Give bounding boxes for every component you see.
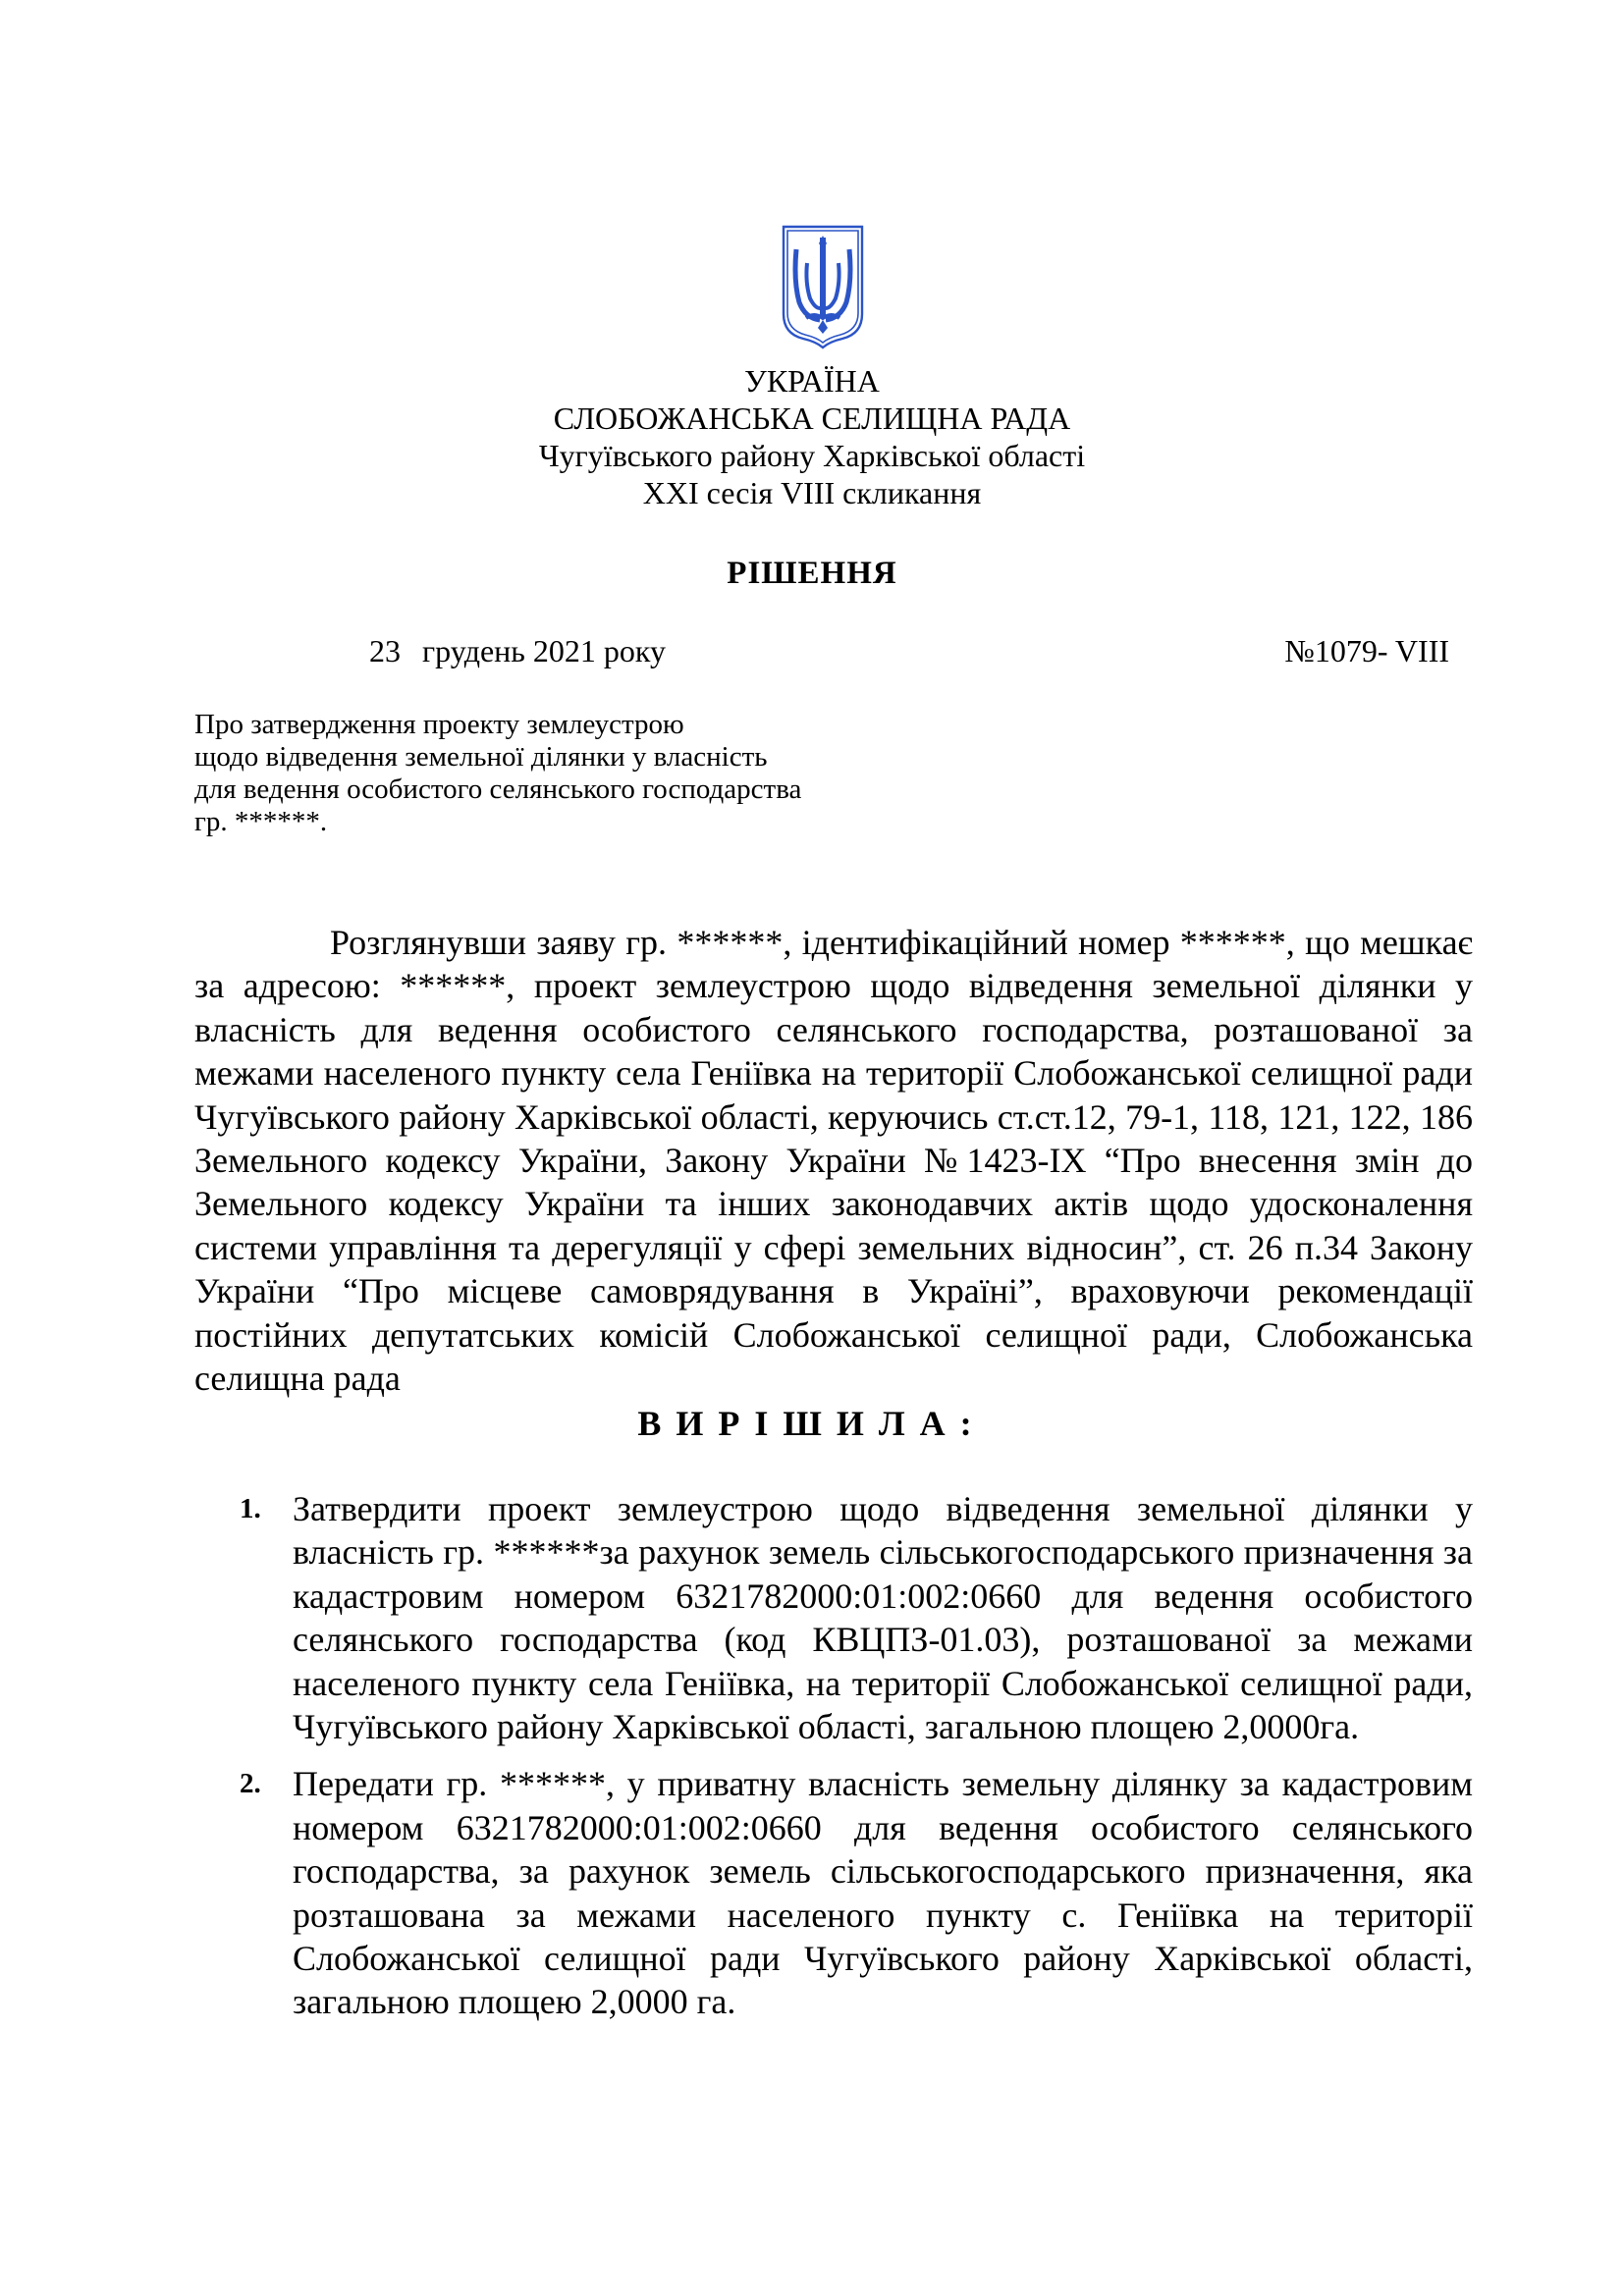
- document-title: РІШЕННЯ: [727, 556, 897, 591]
- decision-item: [240, 1762, 1473, 2023]
- subject-block: [194, 709, 801, 838]
- item-number: 2.: [240, 1768, 261, 1800]
- subject-line: Про затвердження проекту землеустрою: [194, 709, 684, 740]
- subject-line: щодо відведення земельної ділянки у власність: [194, 741, 768, 773]
- item-text: Передати гр. ******, у приватну власність земельну ділянку за кадастровим номером 6321782000:01:002:0660 для ведення особистого селянського господарства, за рахунок земель сільськогосподарського призначення, яка розташована за межами населеного пункту с. Геніївка на території Слобожанської селищної ради Чугуївського району Харківської області, загальною площею 2,0000 га.: [293, 1764, 1473, 2022]
- item-text: Затвердити проект землеустрою щодо відведення земельної ділянки у власність гр. ******за рахунок земель сільськогосподарського призначення за кадастровим номером 6321782000:01:002:0660 для ведення особистого селянського господарства (код КВЦПЗ-01.03), розташованої за межами населеного пункту села Геніївка, на території Слобожанської селищної ради, Чугуївського району Харківської області, загальною площею 2,0000га.: [293, 1489, 1473, 1747]
- session-info: XXI сесія VIII скликання: [642, 475, 982, 510]
- preamble-paragraph: Розглянувши заяву гр. ******, ідентифікаційний номер ******, що мешкає за адресою: ******, проект землеустрою щодо відведення земельної ділянки у власність для ведення особистого селянського господарства, розташованої за межами населеного пункту села Геніївка на території Слобожанської селищної ради Чугуївського району Харківської області, керуючись ст.ст.12, 79-1, 118, 121, 122, 186 Земельного кодексу України, Закону України №1423-IX “Про внесення змін до Земельного кодексу України та інших законодавчих актів щодо удосконалення системи управління та дерегуляції у сфері земельних відносин”, ст. 26 п.34 Закону України “Про місцеве самоврядування в Україні”, враховуючи рекомендації постійних депутатських комісій Слобожанської селищної ради, Слобожанська селищна рада: [194, 923, 1473, 1399]
- decision-number: №1079- VIII: [1284, 633, 1449, 668]
- decision-item: [240, 1487, 1473, 1748]
- council-name: СЛОБОЖАНСЬКА СЕЛИЩНА РАДА: [553, 400, 1071, 436]
- decided-heading: ВИРІШИЛА:: [637, 1404, 987, 1443]
- date-day: 23: [369, 633, 401, 668]
- date-month-year: грудень 2021 року: [422, 633, 666, 668]
- country-heading: УКРАЇНА: [744, 363, 880, 399]
- decision-items: [240, 1487, 1473, 2024]
- item-number: 1.: [240, 1493, 261, 1524]
- subject-line: гр. ******.: [194, 806, 328, 837]
- decision-date: [369, 633, 666, 669]
- coat-of-arms-icon: [781, 224, 865, 349]
- subject-line: для ведення особистого селянського господарства: [194, 774, 802, 805]
- district-name: Чугуївського району Харківської області: [538, 438, 1086, 473]
